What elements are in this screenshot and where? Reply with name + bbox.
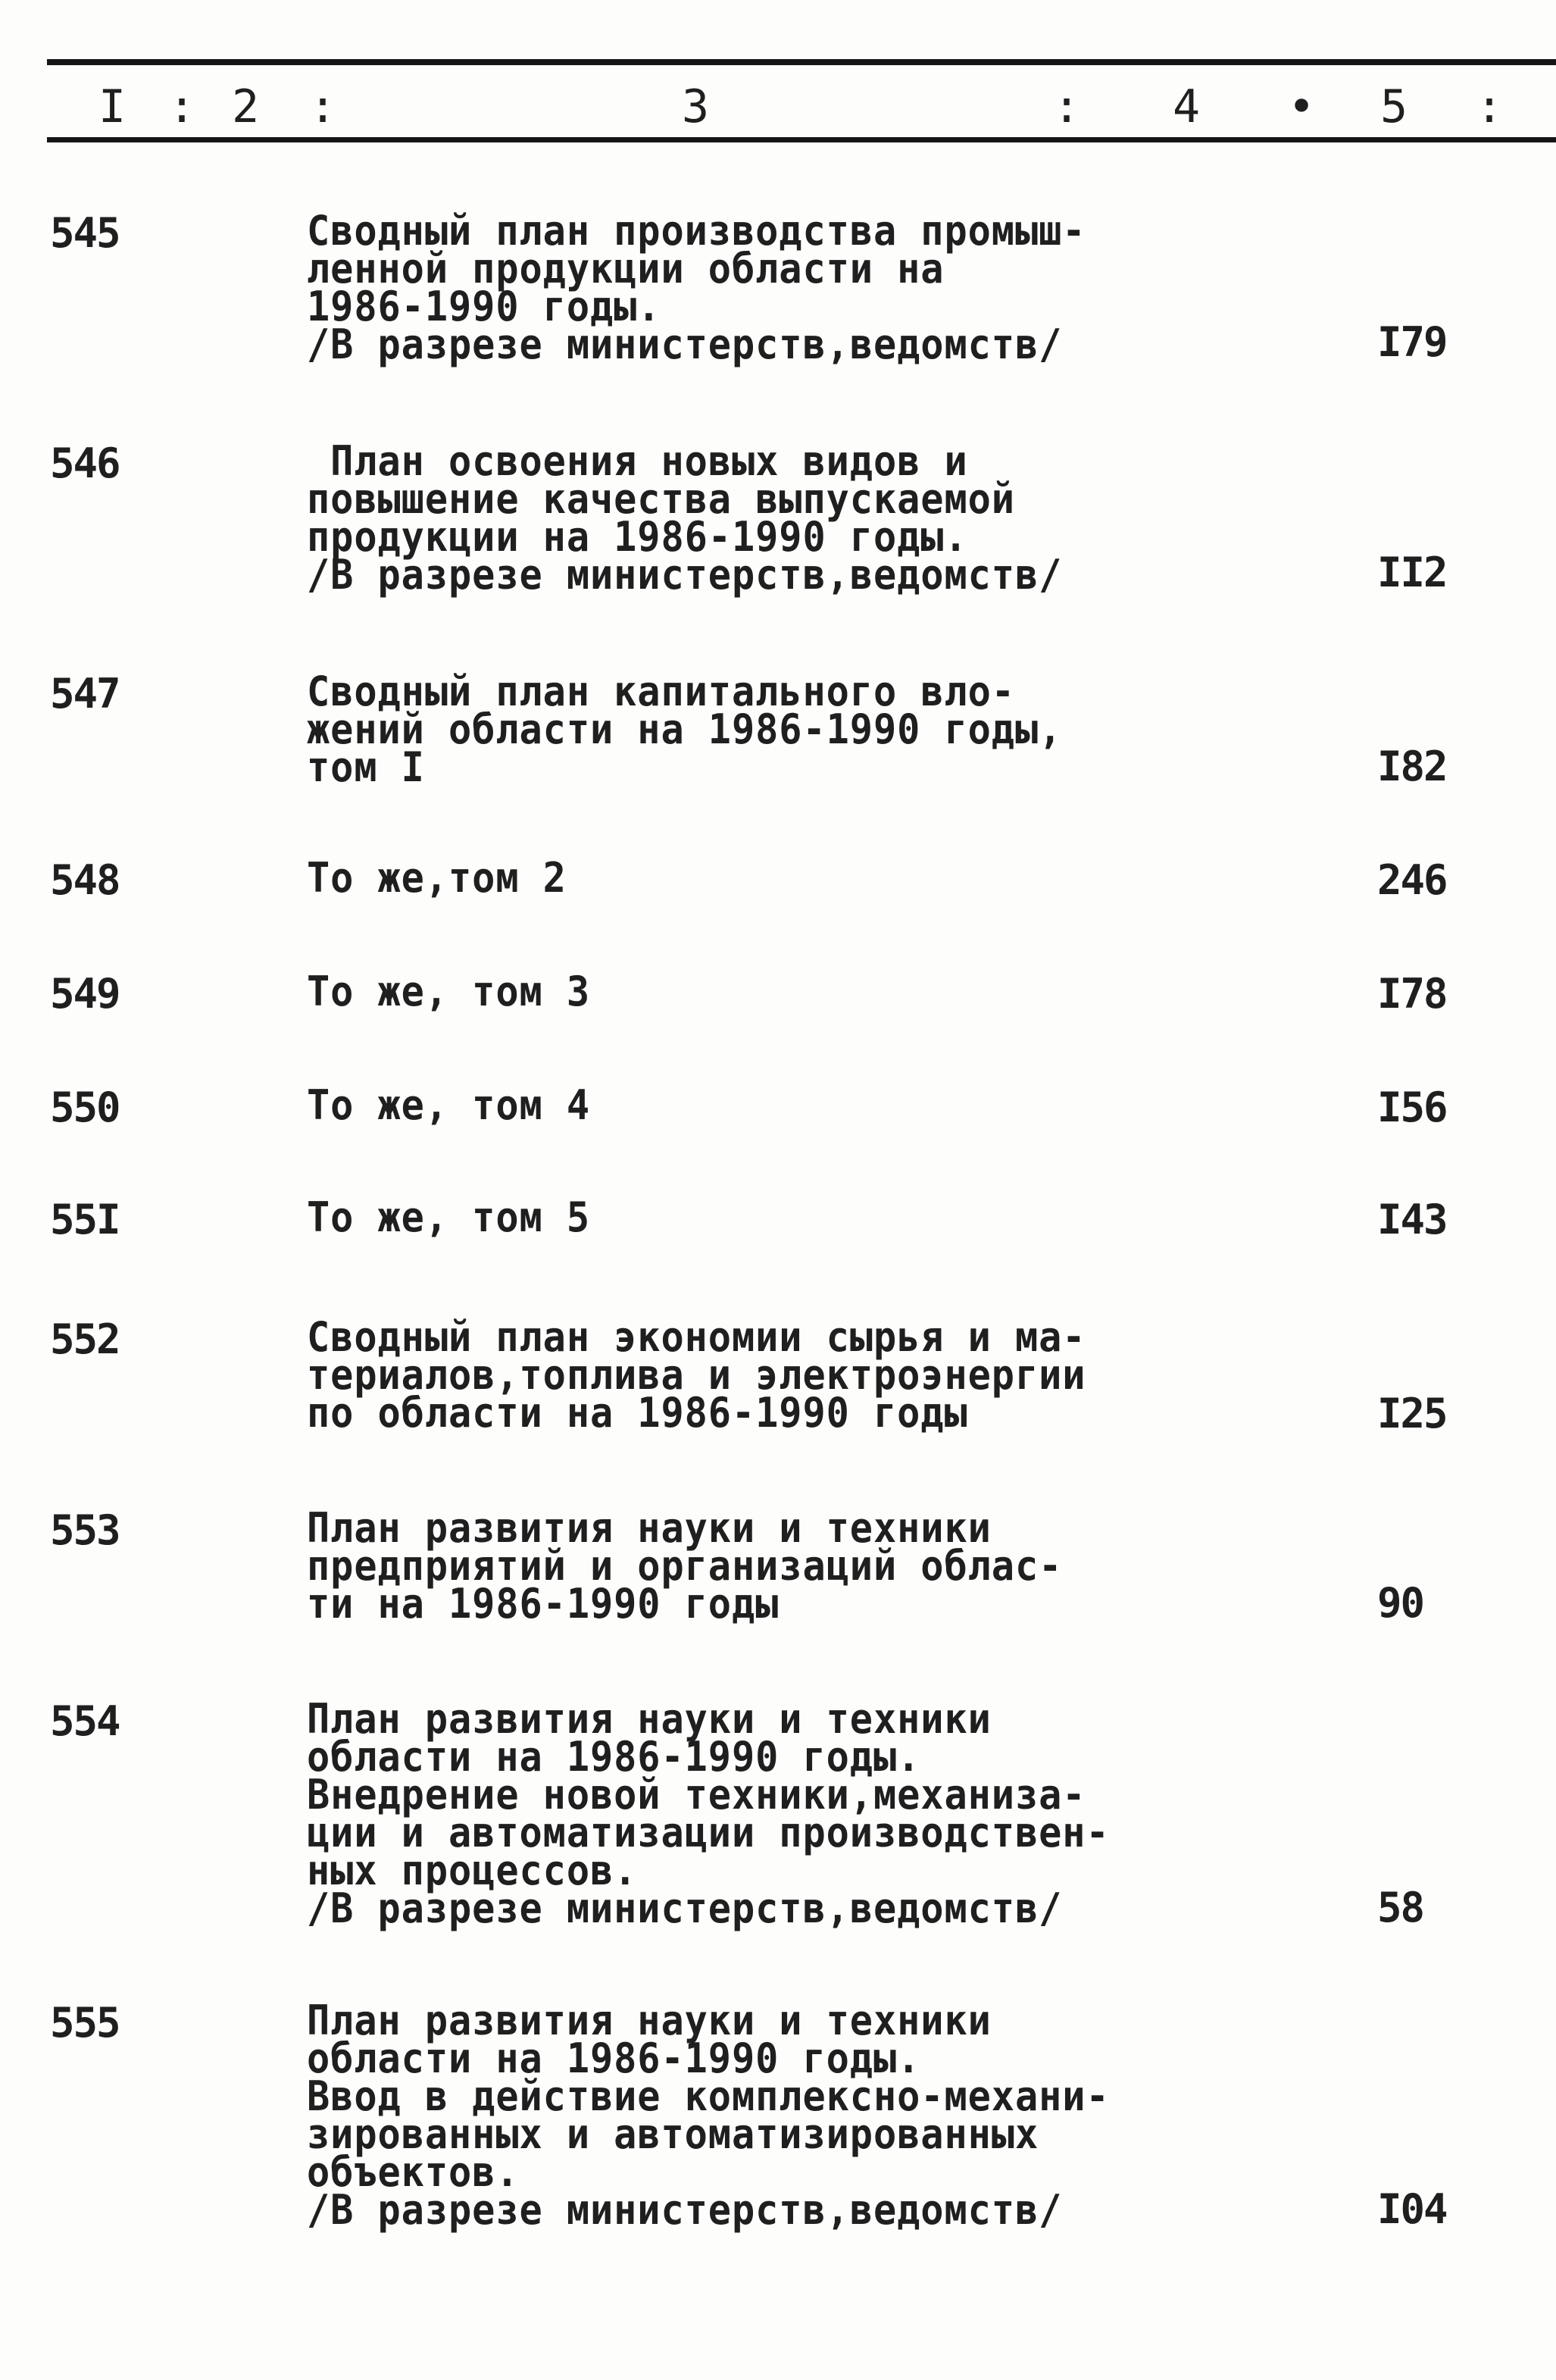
- entry-number: 555: [50, 1999, 120, 2047]
- entry-description: То же, том 4: [307, 1081, 590, 1129]
- entry-number: 553: [50, 1506, 120, 1554]
- entry-description: Сводный план производства промыш- ленной продукции области на 1986-1990 годы. /В разрезе министерств,ведомств/: [307, 207, 1086, 368]
- entry-number: 545: [50, 209, 120, 257]
- header-top-rule: [47, 59, 1556, 65]
- entry-sheet-count: I56: [1377, 1084, 1447, 1131]
- column-separator: :: [168, 80, 196, 133]
- entry-number: 546: [50, 439, 120, 487]
- column-3-header: 3: [682, 80, 710, 133]
- entry-number: 549: [50, 970, 120, 1018]
- entry-sheet-count: I04: [1377, 2185, 1447, 2233]
- entry-sheet-count: II2: [1377, 549, 1447, 596]
- entry-description: То же, том 5: [307, 1193, 590, 1241]
- entry-number: 550: [50, 1084, 120, 1131]
- column-4-header: 4: [1173, 80, 1201, 133]
- entry-number: 548: [50, 856, 120, 904]
- column-separator: :: [1476, 80, 1504, 133]
- column-separator: •: [1288, 80, 1316, 133]
- entry-description: Сводный план капитального вло- жений области на 1986-1990 годы, том I: [307, 668, 1063, 791]
- column-1-header: I: [98, 80, 127, 133]
- entry-sheet-count: I79: [1377, 318, 1447, 366]
- entry-sheet-count: 90: [1377, 1579, 1424, 1627]
- entry-number: 554: [50, 1697, 120, 1745]
- column-separator: :: [309, 80, 337, 133]
- entry-sheet-count: 58: [1377, 1884, 1424, 1931]
- entry-description: План развития науки и техники области на 1986-1990 годы. Ввод в действие комплексно-механи- зированных и автоматизированных объектов. /В разрезе министерств,ведомств/: [307, 1997, 1110, 2234]
- entry-sheet-count: I25: [1377, 1390, 1447, 1437]
- entry-description: То же, том 3: [307, 968, 590, 1015]
- entry-description: План развития науки и техники предприятий и организаций облас- ти на 1986-1990 годы: [307, 1504, 1063, 1628]
- entry-sheet-count: 246: [1377, 856, 1447, 904]
- entry-sheet-count: I82: [1377, 743, 1447, 790]
- column-separator: :: [1053, 80, 1081, 133]
- entry-number: 552: [50, 1315, 120, 1363]
- entry-number: 55I: [50, 1196, 120, 1243]
- entry-sheet-count: I78: [1377, 970, 1447, 1018]
- column-2-header: 2: [232, 80, 260, 133]
- entry-number: 547: [50, 670, 120, 718]
- header-bottom-rule: [47, 137, 1556, 142]
- column-5-header: 5: [1380, 80, 1408, 133]
- entry-description: То же,том 2: [307, 854, 567, 902]
- entry-sheet-count: I43: [1377, 1196, 1447, 1243]
- entry-description: План освоения новых видов и повышение качества выпускаемой продукции на 1986-1990 годы. /В разрезе министерств,ведомств/: [307, 437, 1063, 599]
- entry-description: Сводный план экономии сырья и ма- териалов,топлива и электроэнергии по области на 1986-1990 годы: [307, 1313, 1086, 1437]
- entry-description: План развития науки и техники области на 1986-1990 годы. Внедрение новой техники,механиза- ции и автоматизации производствен- ных процессов. /В разрезе министерств,ведомств/: [307, 1695, 1110, 1932]
